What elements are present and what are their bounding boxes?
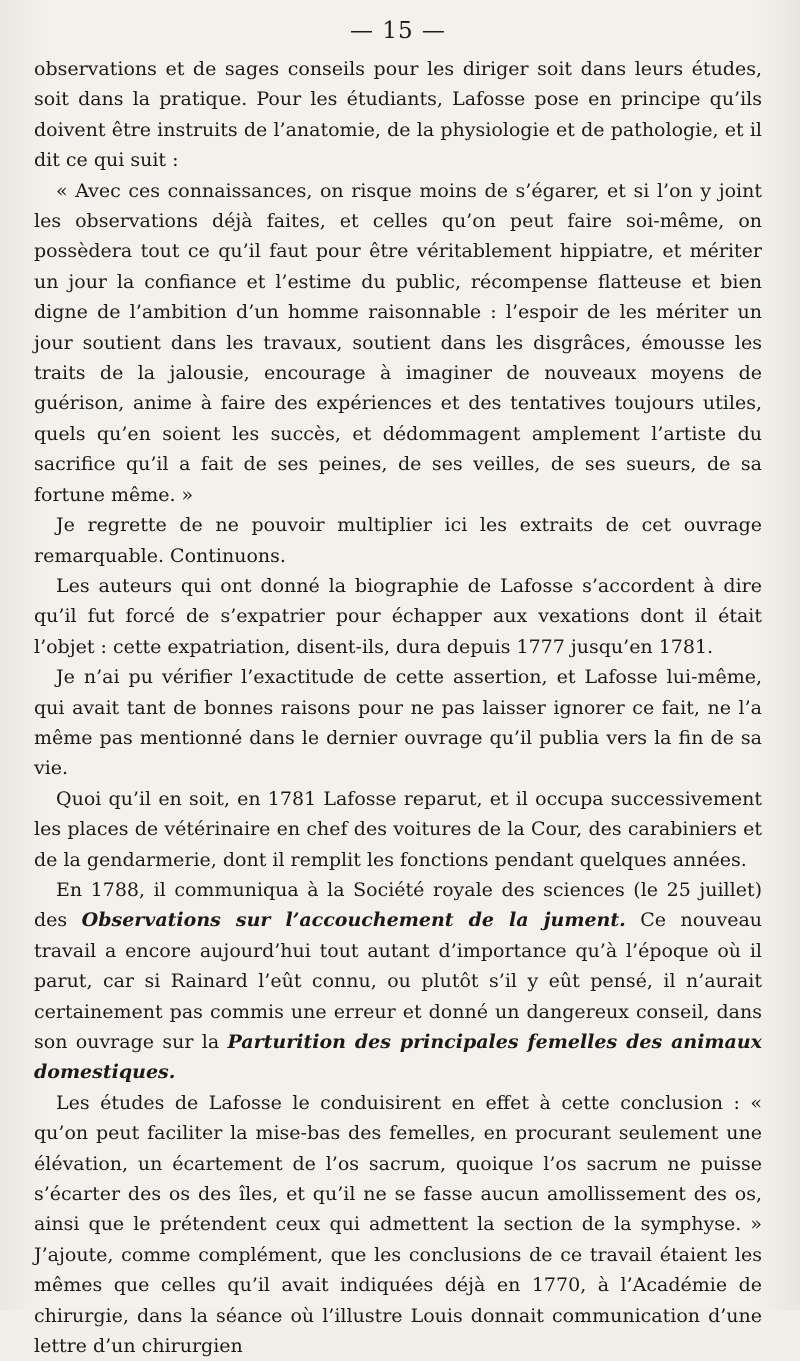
paragraph-6: [34, 784, 762, 875]
paragraph-1: [34, 54, 762, 176]
paragraph-2: [34, 176, 762, 510]
paragraph-7-text-cont: Ce nouveau travail a encore aujourd’hui tout autant d’importance qu’à l’époque où il parut, car si Rainard l’eût connu, ou plutôt s’il y eût pensé, il n’aurait certainement pas commis une erreur et donné un dangereux conseil, dans son ouvrage sur la: [34, 909, 763, 1053]
paragraph-8: [34, 1088, 762, 1361]
paragraph-2-text: « Avec ces connaissances, on risque moins de s’égarer, et si l’on y joint les observations déjà faites, et celles qu’on peut faire soi-même, on possèdera tout ce qu’il faut pour être véritablement hippiatre, et mériter un jour la confiance et l’estime du public, récompense flatteuse et bien digne de l’ambition d’un homme raisonnable : l’espoir de les mériter un jour soutient dans les travaux, soutient dans les disgrâces, émousse les traits de la jalousie, encourage à imaginer de nouveaux moyens de guérison, anime à faire des expériences et des tentatives toujours utiles, quels qu’en soient les succès, et dédommagent amplement l’artiste du sacrifice qu’il a fait de ses peines, de ses veilles, de ses sueurs, de sa fortune même. »: [34, 179, 762, 506]
paragraph-5: [34, 662, 762, 784]
italic-title-parturition: Parturition des principales femelles des animaux domestiques.: [34, 1031, 762, 1084]
paragraph-7: [34, 875, 762, 1088]
page-number: — 15 —: [350, 18, 446, 44]
paragraph-7-text: En 1788, il communiqua à la Société royale des sciences (le 25 juillet) des: [34, 878, 762, 932]
paragraph-4-text: Les auteurs qui ont donné la biographie de Lafosse s’accordent à dire qu’il fut forcé de s’expatrier pour échapper aux vexations dont il était l’objet : cette expatriation, disent-ils, dura depuis 1777 jusqu’en 1781.: [34, 574, 762, 658]
paragraph-8-text: Les études de Lafosse le conduisirent en effet à cette conclusion : « qu’on peut faciliter la mise-bas des femelles, en procurant seulement une élévation, un écartement de l’os sacrum, quoique l’os sacrum ne puisse s’écarter des os des îles, et qu’il ne se fasse aucun amollissement des os, ainsi que le prétendent ceux qui admettent la section de la symphyse. » J’ajoute, comme complément, que les conclusions de ce travail étaient les mêmes que celles qu’il avait indiquées déjà en 1770, à l’Académie de chirurgie, dans la séance où l’illustre Louis donnait communication d’une lettre d’un chirurgien: [34, 1091, 762, 1358]
paragraph-3-text: Je regrette de ne pouvoir multiplier ici les extraits de cet ouvrage remarquable. Continuons.: [34, 514, 762, 567]
paragraph-5-text: Je n’ai pu vérifier l’exactitude de cette assertion, et Lafosse lui-même, qui avait tant de bonnes raisons pour ne pas laisser ignorer ce fait, ne l’a même pas mentionné dans le dernier ouvrage qu’il publia vers la fin de sa vie.: [34, 666, 762, 780]
paragraph-1-text: observations et de sages conseils pour les diriger soit dans leurs études, soit dans la pratique. Pour les étudiants, Lafosse pose en principe qu’ils doivent être instruits de l’anatomie, de la physiologie et de pathologie, et il dit ce qui suit :: [34, 58, 762, 172]
paragraph-6-text: Quoi qu’il en soit, en 1781 Lafosse reparut, et il occupa successivement les places de vétérinaire en chef des voitures de la Cour, des carabiniers et de la gendarmerie, dont il remplit les fonctions pendant quelques années.: [34, 787, 762, 871]
body-text: [34, 54, 762, 1361]
paragraph-3: [34, 510, 762, 571]
paragraph-4: [34, 571, 762, 662]
italic-title-observations: Observations sur l’accouchement de la jument.: [81, 909, 626, 932]
